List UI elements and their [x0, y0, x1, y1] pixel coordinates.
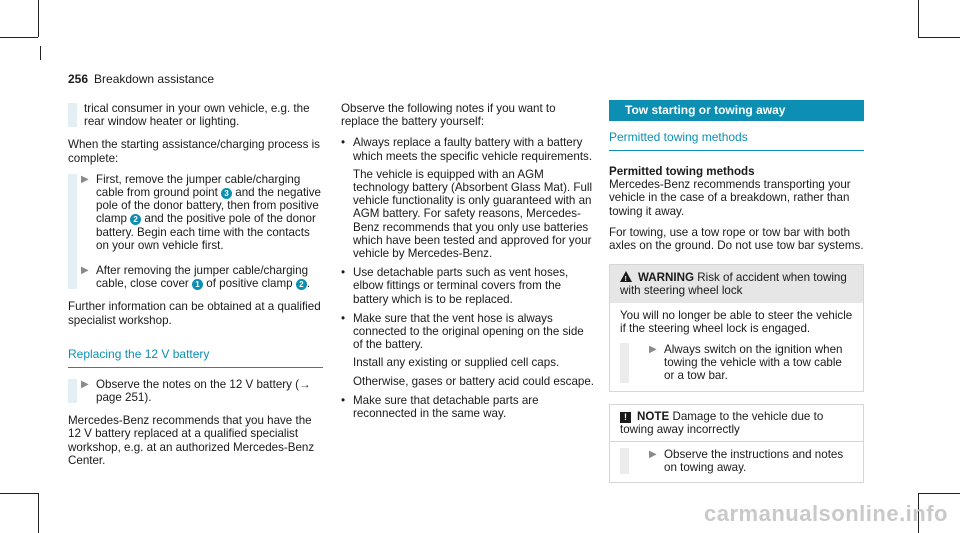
callout-1-icon: 1 [192, 279, 203, 290]
page-header-title: Breakdown assistance [94, 72, 215, 86]
note-step-block [620, 448, 853, 474]
step-text: Observe the notes on the 12 V battery (→ page 251). [96, 377, 311, 405]
paragraph: For towing, use a tow rope or tow bar with both axles on the ground. Do not use tow bar systems. [609, 225, 864, 253]
step-block [68, 173, 323, 291]
crop-mark [918, 37, 960, 38]
paragraph: When the starting assistance/charging process is complete: [68, 138, 320, 165]
warning-box [609, 264, 864, 391]
crop-mark [918, 493, 960, 494]
list-item [341, 394, 596, 420]
step-block [68, 378, 323, 404]
crop-mark [38, 493, 39, 533]
continued-step [68, 102, 323, 128]
callout-2-icon: 2 [130, 214, 141, 225]
list-item-text: Make sure that detachable parts are reconnected in the same way. [353, 393, 539, 421]
chapter-banner-text: Tow starting or towing away [625, 103, 786, 117]
arrow-icon: ▶ [649, 449, 657, 461]
note-body [610, 442, 863, 482]
warning-text: You will no longer be able to steer the vehicle if the steering wheel lock is engaged. [620, 308, 853, 335]
subsection-heading: Permitted towing methods [609, 165, 755, 178]
column-left [68, 102, 323, 475]
warning-header [610, 265, 863, 302]
arrow-icon: ▶ [81, 265, 89, 277]
step-text: and the positive pole of the donor battery. Begin each time with the contacts on your own vehicle first. [96, 212, 316, 252]
list-item-subtext: Otherwise, gases or battery acid could escape. [353, 374, 595, 388]
page-header [68, 72, 214, 86]
crop-mark [0, 37, 38, 38]
note-title: Damage to the vehicle due to towing away incorrectly [620, 409, 824, 436]
list-item [341, 136, 596, 260]
warning-title: Risk of accident when towing with steering wheel lock [620, 271, 847, 298]
crop-mark [38, 0, 39, 37]
list-item-text: Make sure that the vent hose is always connected to the original opening on the side of the battery. [353, 311, 584, 352]
list-item [341, 312, 596, 388]
section-title: Replacing the 12 V battery [68, 347, 323, 368]
note-icon: ! [620, 412, 631, 423]
paragraph: Observe the following notes if you want to replace the battery yourself: [341, 102, 556, 129]
column-middle [341, 102, 596, 426]
warning-body [610, 303, 863, 391]
step-item [636, 343, 853, 383]
crop-mark [0, 493, 38, 494]
step-text: Observe the instructions and notes on towing away. [664, 448, 844, 475]
warning-label: WARNING [638, 271, 695, 285]
watermark: carmanualsonline.info [704, 501, 948, 526]
arrow-icon: ▶ [81, 173, 89, 185]
list-item-text: Use detachable parts such as vent hoses, elbow fittings or terminal covers from the battery which is to be replaced. [353, 266, 569, 306]
step-text: First, remove the jumper cable/charging cable from ground point [96, 172, 301, 200]
step-text: After removing the jumper cable/charging cable, close cover [96, 264, 309, 291]
note-box [609, 404, 864, 484]
arrow-icon: ▶ [81, 378, 89, 390]
note-label: NOTE [637, 409, 670, 423]
callout-3-icon: 3 [221, 188, 232, 199]
section-title: Permitted towing methods [609, 130, 864, 151]
step-text: and the negative pole of the donor battery, then from positive clamp [96, 186, 321, 226]
warning-step-block [620, 343, 853, 383]
warning-icon [620, 271, 632, 282]
crop-mark [40, 46, 41, 60]
crop-mark [918, 0, 919, 37]
step-text: Always switch on the ignition when towing the vehicle with a tow cable or a tow bar. [664, 343, 843, 383]
paragraph: Further information can be obtained at a qualified specialist workshop. [68, 300, 321, 327]
paragraph: Mercedes-Benz recommends that you have the 12 V battery replaced at a qualified specialist workshop, e.g. at an authorized Mercedes-Benz Center. [68, 414, 315, 467]
step-item [68, 264, 323, 290]
step-item [636, 448, 853, 474]
list-item-subtext: Install any existing or supplied cell caps. [353, 356, 560, 370]
list-item-text: Always replace a faulty battery with a battery which meets the specific vehicle requirements. [353, 136, 593, 163]
continued-step-text: trical consumer in your own vehicle, e.g. the rear window heater or lighting. [84, 102, 310, 129]
column-right [609, 110, 864, 483]
step-item [68, 378, 323, 404]
bullet-list [341, 136, 596, 420]
step-text: of positive clamp [203, 277, 296, 291]
list-item [341, 266, 596, 306]
page-number: 256 [68, 72, 89, 86]
step-item [68, 173, 323, 252]
callout-2-icon: 2 [296, 279, 307, 290]
step-text: . [306, 277, 311, 291]
arrow-icon: ▶ [649, 344, 657, 356]
paragraph: Mercedes-Benz recommends transporting your vehicle in the case of a breakdown, rather than towing it away. [609, 178, 851, 218]
list-item-subtext: The vehicle is equipped with an AGM technology battery (Absorbent Glass Mat). Full vehicle functionality is only guaranteed with an AGM battery. For safety reasons, Mercedes-Benz recommends that you only use batteries which have been tested and approved for your vehicle by Mercedes-Benz. [353, 167, 593, 261]
note-header [610, 405, 863, 442]
